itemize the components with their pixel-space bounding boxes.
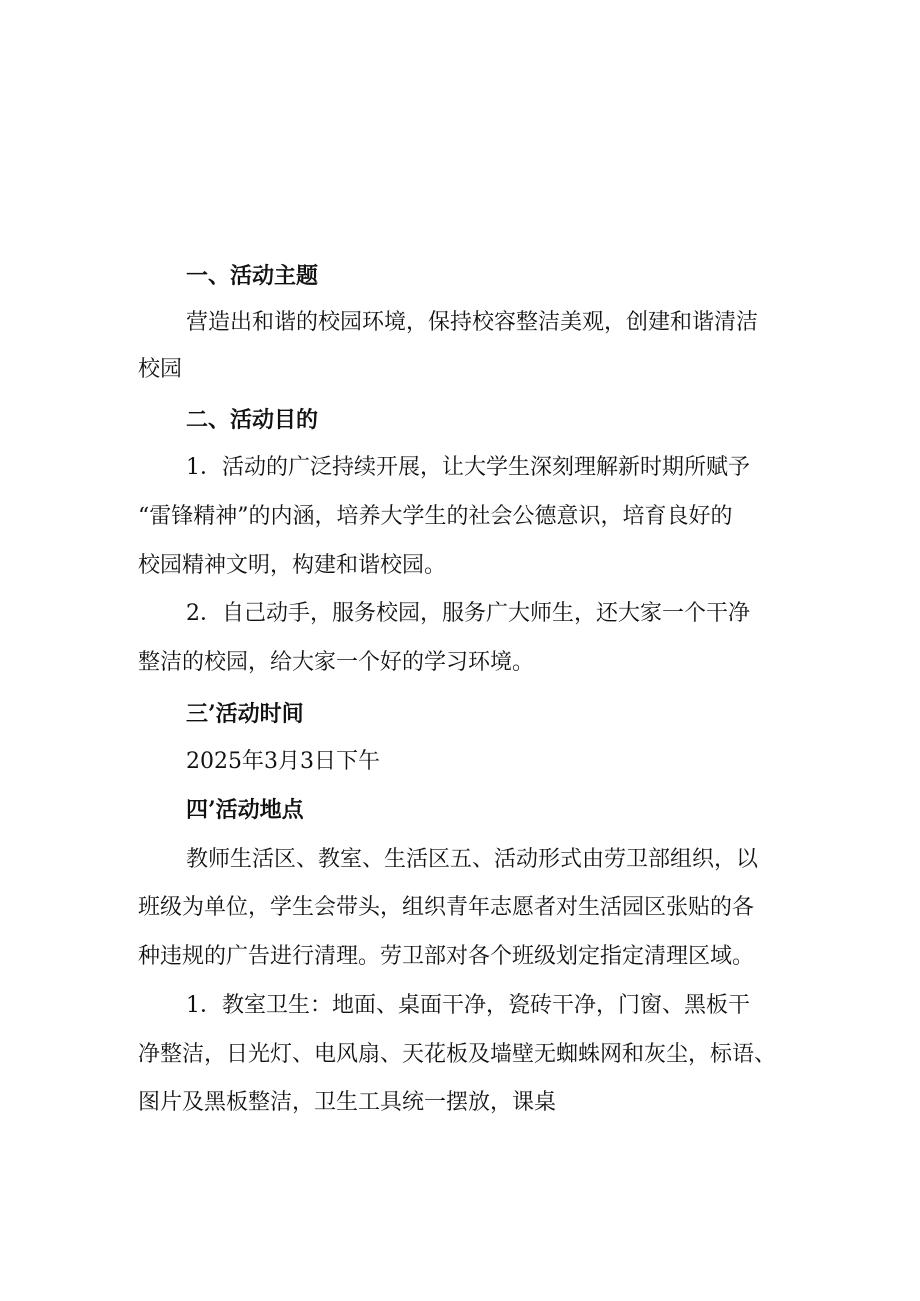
- location-paragraph-line-1: 教师生活区、教室、生活区五、活动形式由劳卫部组织，以: [186, 847, 759, 872]
- classroom-item-line-1: 1．教室卫生：地面、桌面干净，瓷砖干净，门窗、黑板干: [186, 993, 750, 1018]
- purpose-item1-line-2: “雷锋精神”的内涵，培养大学生的社会公德意识，培育良好的: [138, 504, 733, 529]
- heading-activity-time: 三’活动时间: [186, 701, 304, 727]
- theme-paragraph-line-2: 校园: [138, 357, 183, 382]
- location-paragraph-line-3: 种违规的广告进行清理。劳卫部对各个班级划定指定清理区域。: [138, 944, 755, 969]
- activity-time-text: 2025年3月3日下午: [186, 749, 380, 774]
- location-paragraph-line-2: 班级为单位，学生会带头，组织青年志愿者对生活园区张贴的各: [138, 895, 755, 920]
- heading-activity-purpose: 二、活动目的: [186, 407, 319, 433]
- purpose-item1-line-3: 校园精神文明，构建和谐校园。: [138, 553, 447, 578]
- purpose-item2-line-2: 整洁的校园，给大家一个好的学习环境。: [138, 650, 535, 675]
- theme-paragraph-line-1: 营造出和谐的校园环境，保持校容整洁美观，创建和谐清洁: [186, 310, 759, 335]
- purpose-item1-line-1: 1．活动的广泛持续开展，让大学生深刻理解新时期所赋予: [186, 455, 750, 480]
- heading-activity-location: 四’活动地点: [186, 797, 304, 823]
- classroom-item-line-3: 图片及黑板整洁，卫生工具统一摆放，课桌: [138, 1090, 557, 1115]
- purpose-item2-line-1: 2．自己动手，服务校园，服务广大师生，还大家一个干净: [186, 601, 750, 626]
- classroom-item-line-2: 净整洁，日光灯、电风扇、天花板及墙壁无蜘蛛网和灰尘，标语、: [138, 1042, 777, 1067]
- heading-activity-theme: 一、活动主题: [186, 263, 319, 289]
